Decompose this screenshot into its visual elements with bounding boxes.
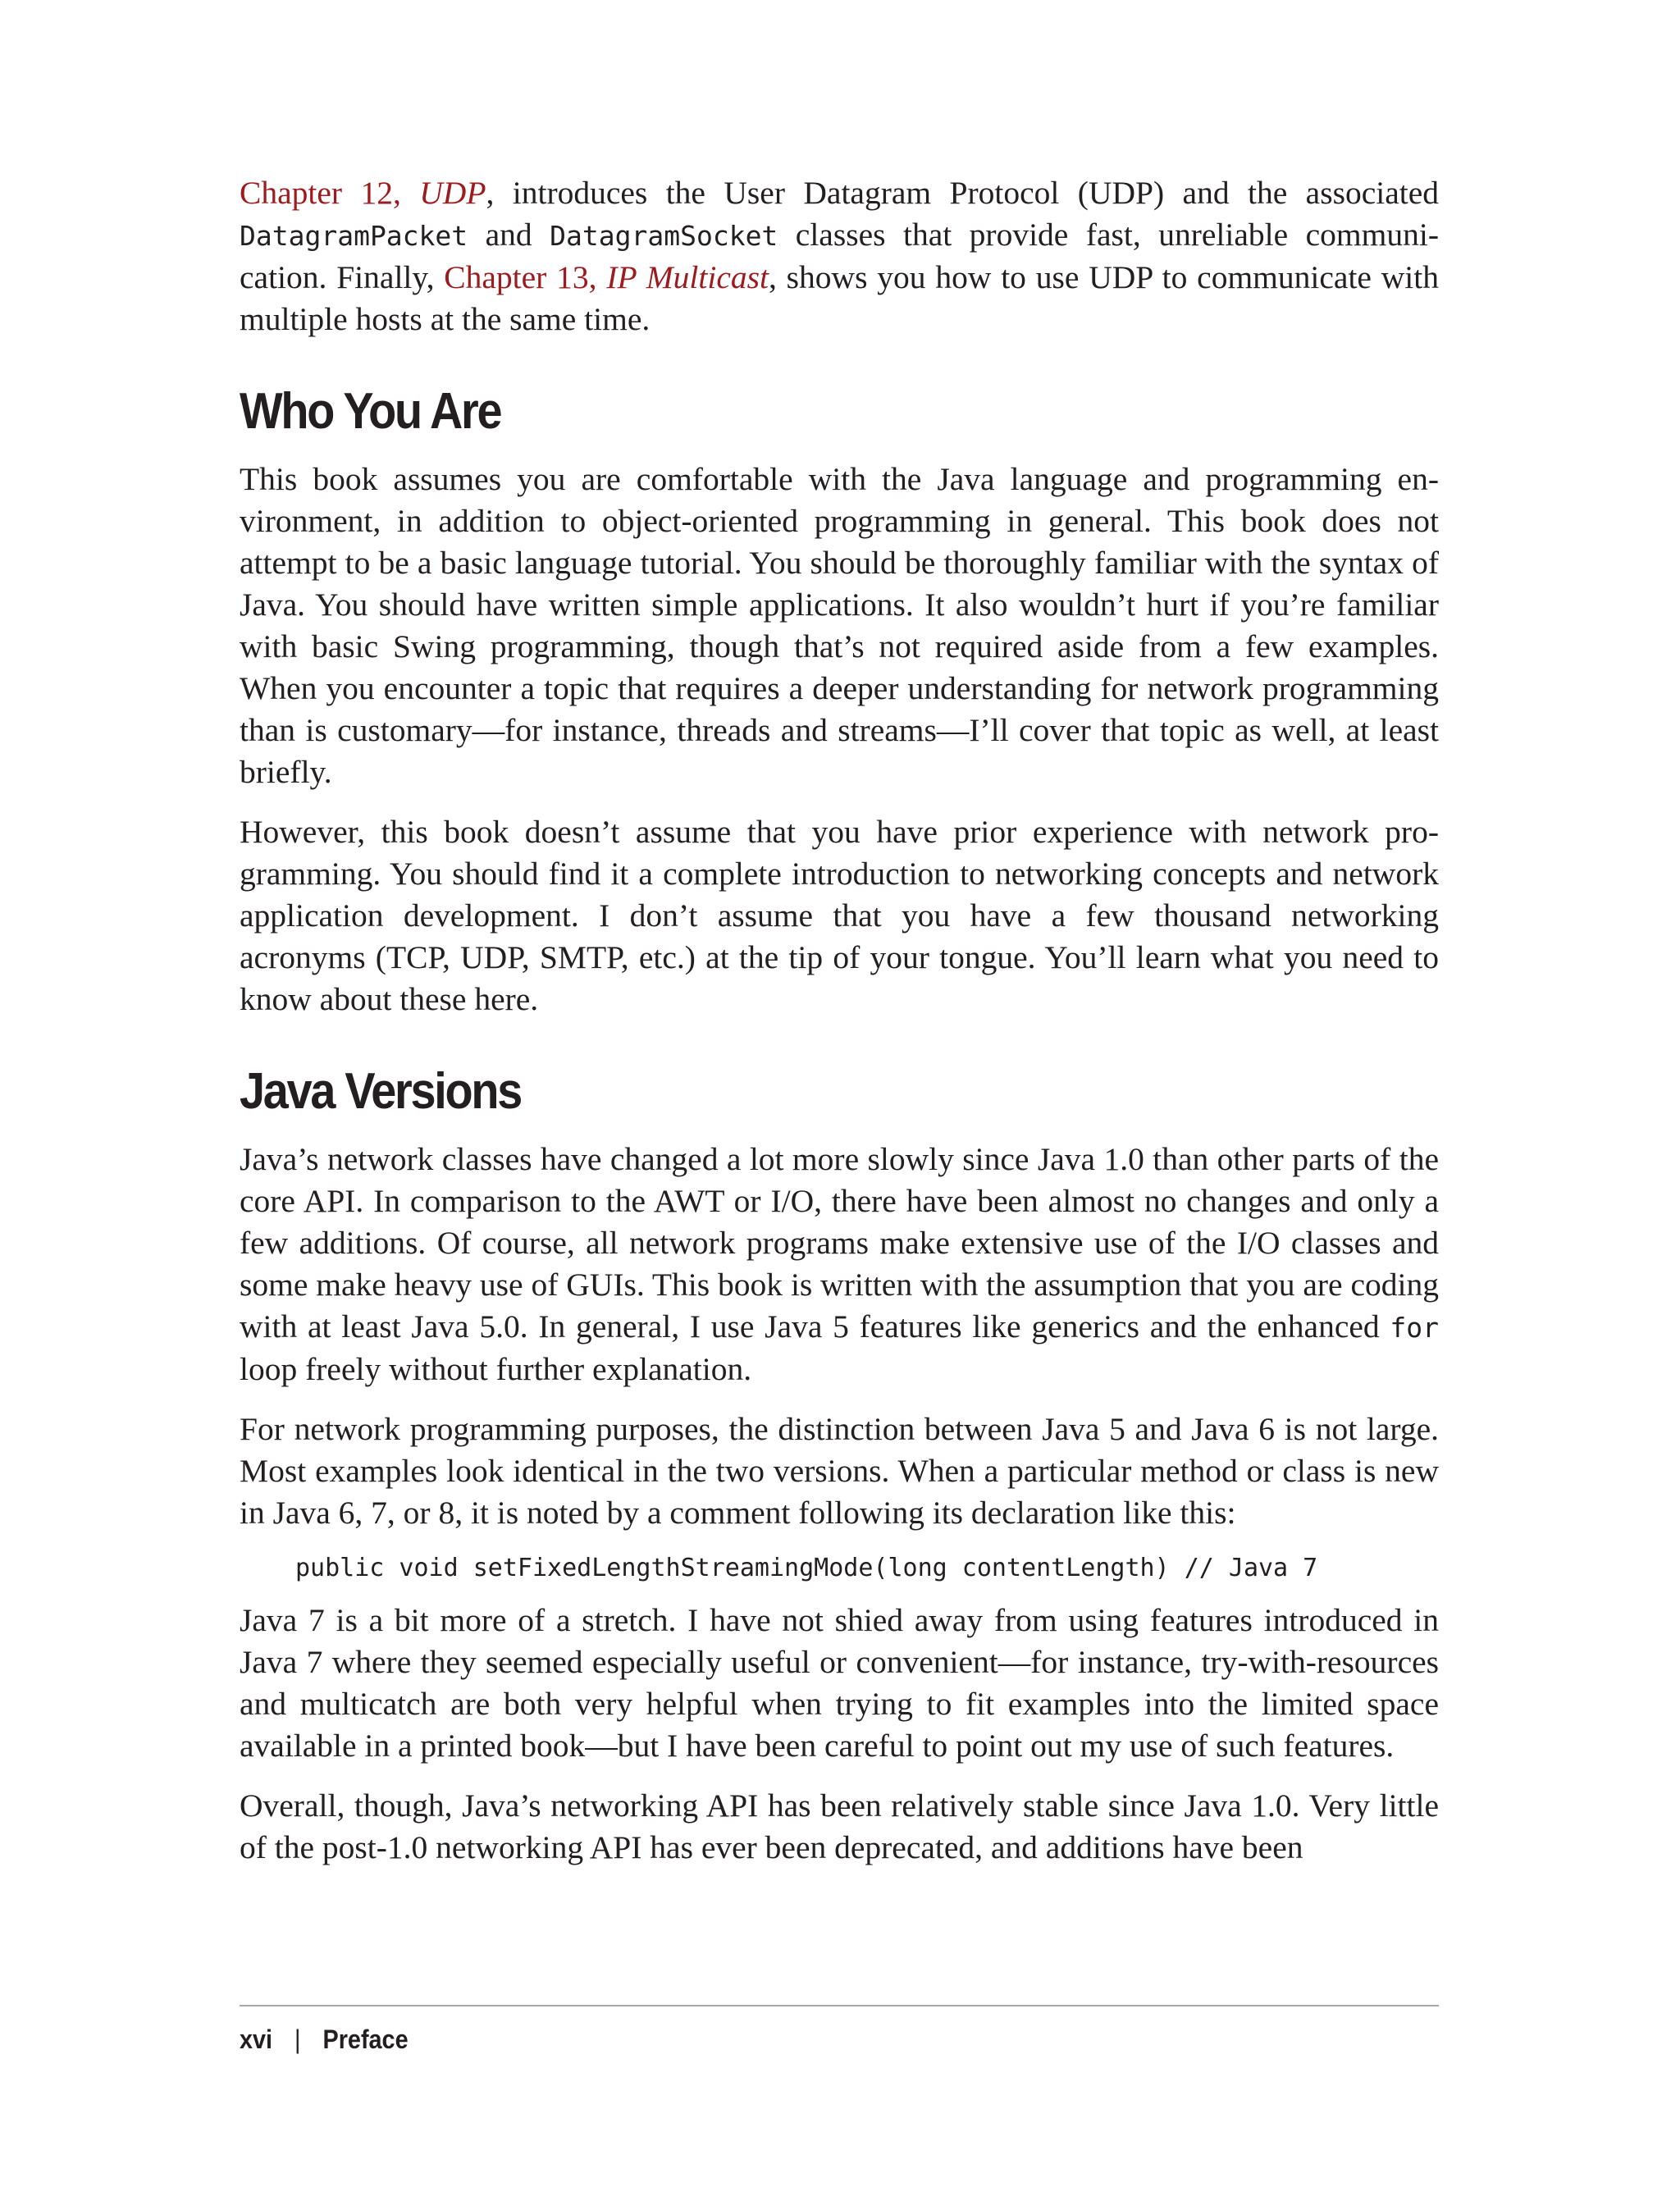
who-you-are-paragraph-1: This book assumes you are comfortable with the Java language and programming environment, in addition to object-oriented programming in general. This book does not attempt to be a basic language tutorial. You should be thoroughly familiar with the syntax of Java. You should have written simple applications. It also wouldn’t hurt if you’re familiar with basic Swing programming, though that’s not required aside from a few examples. When you encounter a topic that requires a deeper understanding for network programming than is customary—for instance, threads and streams—I’ll cover that topic as well, at least briefly. <box>240 461 1439 790</box>
java-versions-paragraph-1: Java’s network classes have changed a lot more slowly since Java 1.0 than other parts of the core API. In comparison to the AWT or I/O, there have been almost no changes and only a few additions. Of course, all network programs make extensive use of the I/O classes and some make heavy use of GUIs. This book is written with the assumption that you are coding with at least Java 5.0. In general, I use Java 5 features like generics and the enhanced for loop freely without further explanation. <box>240 1141 1439 1387</box>
chapter-13-link[interactable]: Chapter 13, IP Multicast <box>444 259 769 295</box>
code-sample: public void setFixedLengthStreamingMode(long contentLength) // Java 7 <box>295 1554 1318 1582</box>
datagram-socket-code: DatagramSocket <box>550 220 778 252</box>
footer-separator: | <box>294 2025 301 2054</box>
java-versions-paragraph-2: For network programming purposes, the distinction between Java 5 and Java 6 is not large. Most examples look identical in the two versions. When a particular method or class is new in Java 6, 7, or 8, it is noted by a comment following its declaration like this: <box>240 1411 1439 1531</box>
heading-who-you-are: Who You Are <box>240 383 501 440</box>
heading-java-versions: Java Versions <box>240 1063 522 1120</box>
who-you-are-paragraph-2: However, this book doesn’t assume that you have prior experience with network programming. You should find it a complete introduction to networking concepts and network application development. I don’t assume that you have a few thousand networking acronyms (TCP, UDP, SMTP, etc.) at the tip of your tongue. You’ll learn what you need to know about these here. <box>240 814 1439 1017</box>
footer-rule <box>240 2005 1439 2007</box>
page-number: xvi <box>240 2025 273 2054</box>
for-keyword-code: for <box>1390 1312 1439 1344</box>
datagram-packet-code: DatagramPacket <box>240 220 468 252</box>
java-versions-paragraph-4: Overall, though, Java’s networking API has been relatively stable since Java 1.0. Very little of the post-1.0 networking API has ever been deprecated, and additions have been <box>240 1787 1439 1865</box>
page-footer <box>240 2023 409 2056</box>
footer-section-title: Preface <box>322 2025 409 2054</box>
intro-paragraph: Chapter 12, UDP, introduces the User Datagram Protocol (UDP) and the associated DatagramPacket and DatagramSocket classes that provide fast, unreliable communication. Finally, Chapter 13, IP Multicast, shows you how to use UDP to communicate with multiple hosts at the same time. <box>240 175 1440 337</box>
page-body <box>240 172 1439 1887</box>
java-versions-paragraph-3: Java 7 is a bit more of a stretch. I have not shied away from using features introduced in Java 7 where they seemed especially useful or convenient—for instance, try-with-resources and multicatch are both very helpful when trying to fit examples into the limited space available in a printed book—but I have been careful to point out my use of such features. <box>240 1602 1439 1764</box>
chapter-12-link[interactable]: Chapter 12, UDP <box>240 175 486 211</box>
